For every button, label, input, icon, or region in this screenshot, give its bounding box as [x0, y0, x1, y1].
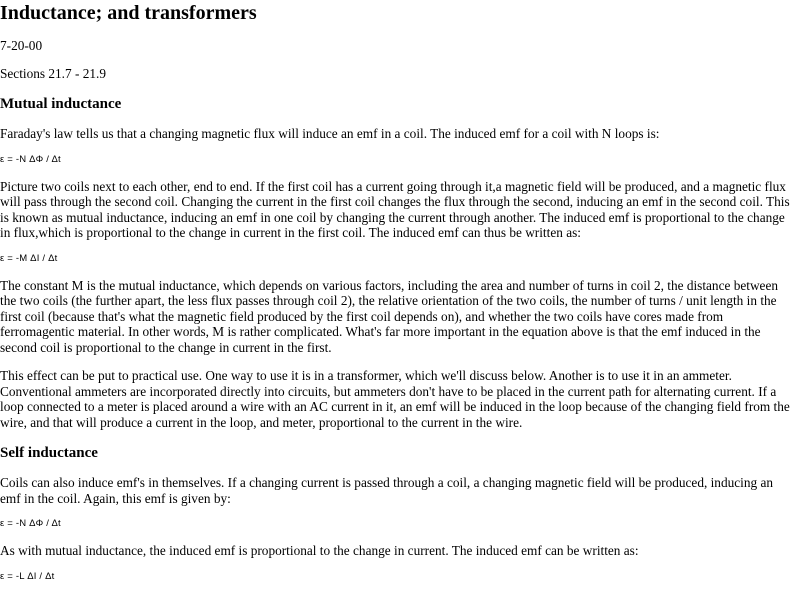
document-page: [0, 2, 796, 583]
formula-self-faraday: ε = -N ΔΦ / Δt: [0, 518, 61, 529]
paragraph-practical-use: This effect can be put to practical use. One way to use it is in a transformer, which we'll discuss below. Another is to use it in an ammeter. Conventional ammeters are incorporated directly into circuits, but ammeters don't have to be placed in the current path for alternating current. If a loop connected to a meter is placed around a wire with an AC current in it, an emf will be induced in the loop because of the changing field from the wire, and that will produce a current in the loop, and meter, proportional to the current in the wire.: [0, 368, 790, 430]
paragraph-constant-m: The constant M is the mutual inductance, which depends on various factors, including the area and number of turns in coil 2, the distance between the two coils (the further apart, the less flux passes through coil 2), the relative orientation of the two coils, the number of turns / unit length in the first coil (because that's what the magnetic field produced by the first coil depends on), and whether the two coils have cores made from ferromagentic material. In other words, M is rather complicated. What's far more important in the equation above is that the emf induced in the second coil is proportional to the change in current in the first.: [0, 277, 779, 355]
date-text: 7-20-00: [0, 38, 43, 53]
formula-self-inductance: ε = -L ΔI / Δt: [0, 570, 55, 582]
heading-mutual-inductance: Mutual inductance: [0, 96, 122, 112]
formula-faraday: ε = -N ΔΦ / Δt: [0, 153, 61, 165]
paragraph-two-coils: Picture two coils next to each other, end to end. If the first coil has a current going through it,a magnetic field will be produced, and a magnetic flux will pass through the second coil. Changing the current in the first coil changes the flux through the second, inducing an emf in the second coil. This is known as mutual inductance, inducing an emf in one coil by changing the current through another. The induced emf is proportional to the change in flux,which is proportional to the change in current in the first coil. The induced emf can thus be written as:: [0, 178, 790, 240]
formula-mutual: ε = -M ΔI / Δt: [0, 252, 58, 264]
page-title: Inductance; and transformers: [0, 2, 257, 24]
paragraph-faraday: Faraday's law tells us that a changing magnetic flux will induce an emf in a coil. The induced emf for a coil with N loops is:: [0, 126, 660, 141]
heading-self-inductance: Self inductance: [0, 445, 98, 461]
paragraph-self-proportional: As with mutual inductance, the induced emf is proportional to the change in current. The induced emf can be written as:: [0, 543, 639, 558]
paragraph-self-emf: Coils can also induce emf's in themselves. If a changing current is passed through a coil, a changing magnetic field will be produced, inducing an emf in the coil. Again, this emf is given by:: [0, 475, 774, 506]
sections-text: Sections 21.7 - 21.9: [0, 65, 106, 81]
